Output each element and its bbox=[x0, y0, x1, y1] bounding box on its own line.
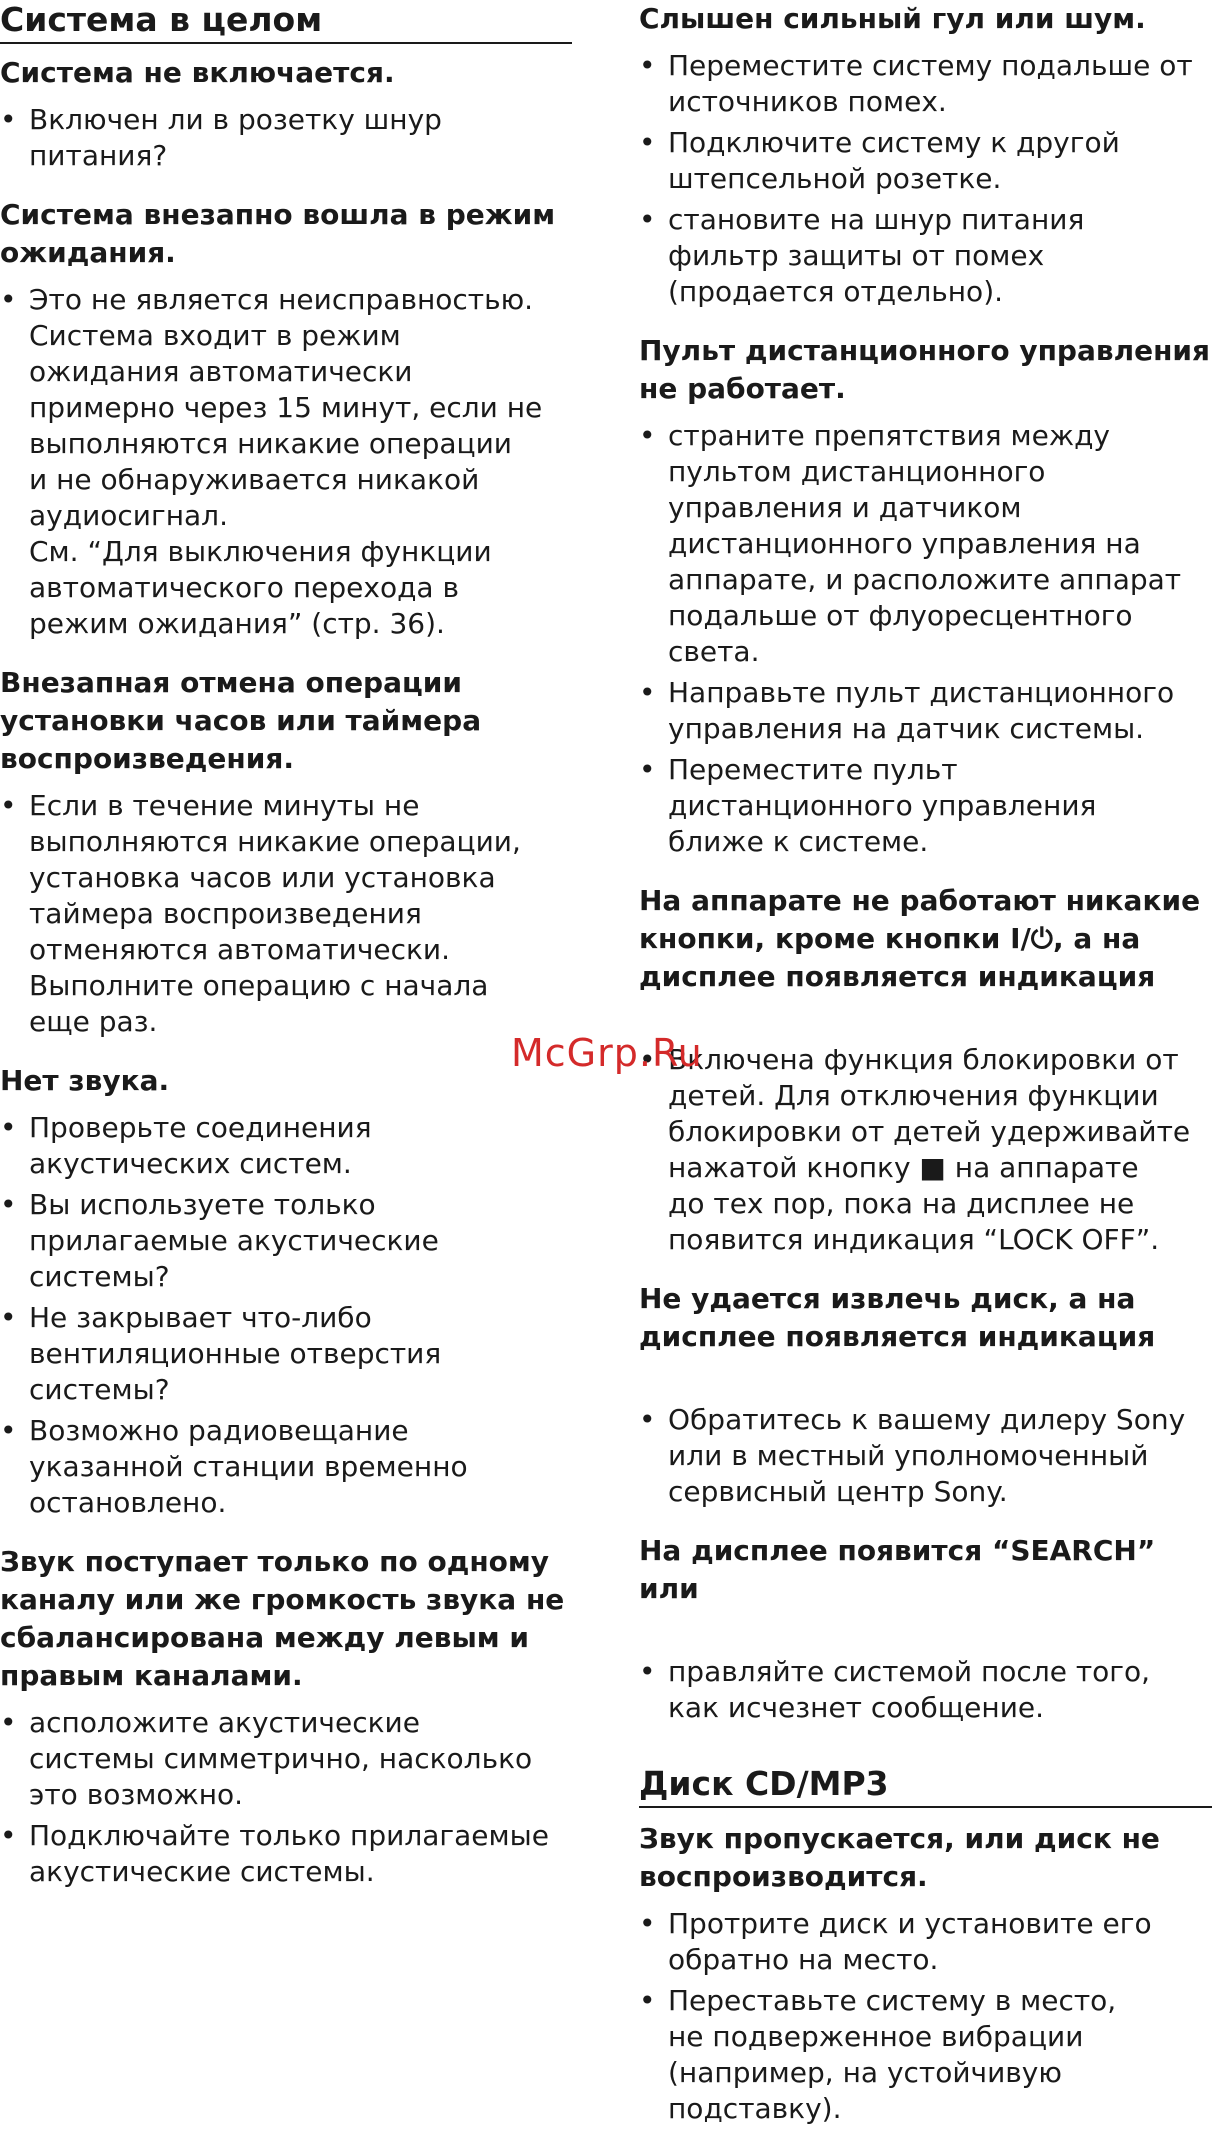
topic bbox=[639, 882, 1212, 1258]
list-item: • становите на шнур питания фильтр защиты от помех (продается отдельно). bbox=[639, 202, 1212, 310]
topic-title: Система не включается. bbox=[0, 56, 395, 89]
topic bbox=[0, 1062, 572, 1521]
topic-title: На дисплее появится “SEARCH” или bbox=[639, 1534, 1156, 1605]
topic bbox=[639, 1280, 1212, 1510]
list-item: • Переместите систему подальше от источников помех. bbox=[639, 48, 1212, 120]
bullet-list bbox=[639, 1906, 1212, 2127]
list-item: • Не закрывает что-либо вентиляционные отверстия системы? bbox=[0, 1300, 572, 1408]
topic bbox=[0, 1543, 572, 1890]
bullet-list bbox=[0, 1110, 572, 1521]
topic-title: Пульт дистанционного управления не работает. bbox=[639, 334, 1211, 405]
watermark: McGrp.Ru bbox=[511, 1031, 703, 1075]
bullet-list bbox=[0, 102, 572, 174]
topic-title: Система внезапно вошла в режим ожидания. bbox=[0, 198, 556, 269]
list-item: • Это не является неисправностью. Система входит в режим ожидания автоматически примерно через 15 минут, если не выполняются никакие операции и не обнаруживается никакой аудиосигнал. См. “Для выключения функции автоматического перехода в режим ожидания” (стр. 36). bbox=[0, 282, 572, 642]
topic bbox=[0, 664, 572, 1040]
bullet-list bbox=[639, 1654, 1212, 1726]
topic bbox=[0, 54, 572, 174]
list-item: • Вы используете только прилагаемые акустические системы? bbox=[0, 1187, 572, 1295]
list-item: • правляйте системой после того, как исчезнет сообщение. bbox=[639, 1654, 1212, 1726]
topic-title: Звук пропускается, или диск не воспроизводится. bbox=[639, 1822, 1160, 1893]
topic bbox=[0, 196, 572, 642]
list-item: • Возможно радиовещание указанной станции временно остановлено. bbox=[0, 1413, 572, 1521]
topic bbox=[639, 1532, 1212, 1726]
bullet-list bbox=[639, 1402, 1212, 1510]
topic-title: Слышен сильный гул или шум. bbox=[639, 2, 1146, 35]
topic-title: Не удается извлечь диск, а на дисплее появляется индикация bbox=[639, 1282, 1156, 1353]
section-title-cd-mp3: Диск CD/MP3 bbox=[639, 1764, 1212, 1808]
right-column bbox=[639, 0, 1212, 2132]
list-item: • Обратитесь к вашему дилеру Sony или в местный уполномоченный сервисный центр Sony. bbox=[639, 1402, 1212, 1510]
list-item: • асположите акустические системы симметрично, насколько это возможно. bbox=[0, 1705, 572, 1813]
bullet-list bbox=[0, 1705, 572, 1890]
bullet-list bbox=[639, 1042, 1212, 1258]
list-item: • Включена функция блокировки от детей. Для отключения функции блокировки от детей удерживайте нажатой кнопку ■ на аппарате до тех пор, пока на дисплее не появится индикация “LOCK OFF”. bbox=[639, 1042, 1212, 1258]
left-topics bbox=[0, 54, 572, 1890]
list-item: • Переставьте систему в место, не подверженное вибрации (например, на устойчивую подставку). bbox=[639, 1983, 1212, 2127]
list-item: • Переместите пульт дистанционного управления ближе к системе. bbox=[639, 752, 1212, 860]
list-item: • Проверьте соединения акустических систем. bbox=[0, 1110, 572, 1182]
right-topics bbox=[639, 0, 1212, 1726]
list-item: • Направьте пульт дистанционного управления на датчик системы. bbox=[639, 675, 1212, 747]
bullet-list bbox=[0, 282, 572, 642]
bullet-list bbox=[0, 788, 572, 1040]
list-item: • Протрите диск и установите его обратно на место. bbox=[639, 1906, 1212, 1978]
topic-title: Нет звука. bbox=[0, 1064, 170, 1097]
topic bbox=[639, 332, 1212, 860]
right-topics-2 bbox=[639, 1820, 1212, 2127]
section-title-system: Система в целом bbox=[0, 0, 572, 44]
list-item: • Включен ли в розетку шнур питания? bbox=[0, 102, 572, 174]
topic bbox=[639, 0, 1212, 310]
topic-title: На аппарате не работают никакие кнопки, кроме кнопки I/⏻, а на дисплее появляется индикация bbox=[639, 884, 1201, 993]
bullet-list bbox=[639, 418, 1212, 860]
left-column bbox=[0, 0, 572, 1895]
topic-title: Внезапная отмена операции установки часов или таймера воспроизведения. bbox=[0, 666, 482, 775]
list-item: • Если в течение минуты не выполняются никакие операции, установка часов или установка таймера воспроизведения отменяются автоматически. Выполните операцию с начала еще раз. bbox=[0, 788, 572, 1040]
topic bbox=[639, 1820, 1212, 2127]
list-item: • Подключите систему к другой штепсельной розетке. bbox=[639, 125, 1212, 197]
bullet-list bbox=[639, 48, 1212, 310]
list-item: • Подключайте только прилагаемые акустические системы. bbox=[0, 1818, 572, 1890]
list-item: • страните препятствия между пультом дистанционного управления и датчиком дистанционного управления на аппарате, и расположите аппарат подальше от флуоресцентного света. bbox=[639, 418, 1212, 670]
topic-title: Звук поступает только по одному каналу или же громкость звука не сбалансирована между левым и правым каналами. bbox=[0, 1545, 565, 1692]
